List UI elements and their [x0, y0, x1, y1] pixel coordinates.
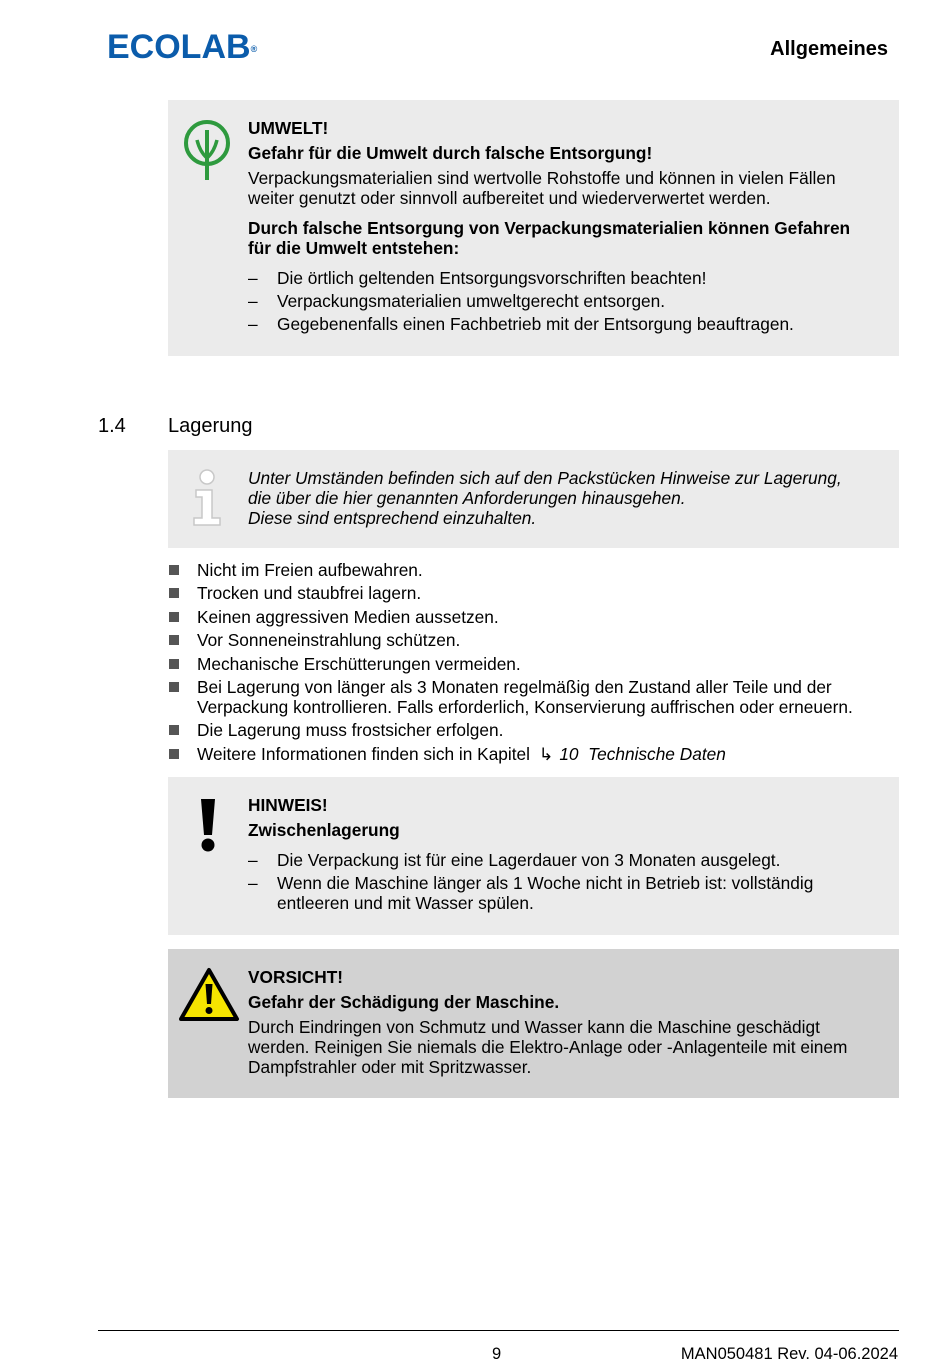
list-item-text: Gegebenenfalls einen Fachbetrieb mit der Entsorgung beauftragen. [277, 314, 794, 334]
document-reference: MAN050481 Rev. 04-06.2024 [680, 1345, 898, 1363]
list-item [168, 720, 908, 740]
section-number: 1.4 [98, 415, 126, 437]
list-item-text: Bei Lagerung von länger als 3 Monaten regelmäßig den Zustand aller Teile und der [197, 676, 832, 697]
list-item-text: Vor Sonneneinstrahlung schützen. [197, 630, 461, 651]
dash-marker: – [248, 291, 258, 311]
section-title: Lagerung [168, 415, 253, 437]
environment-notice [168, 100, 899, 356]
dash-marker: – [248, 268, 258, 288]
info-text-line: Diese sind entsprechend einzuhalten. [248, 508, 537, 528]
list-item [248, 291, 885, 311]
info-text-line: Unter Umständen befinden sich auf den Packstücken Hinweise zur Lagerung, [248, 468, 842, 488]
info-notice [168, 450, 899, 548]
list-item [168, 744, 908, 764]
square-bullet [169, 612, 179, 622]
list-item-text: Verpackungsmaterialien umweltgerecht entsorgen. [277, 291, 666, 311]
list-item-text: Die Lagerung muss frostsicher erfolgen. [197, 720, 504, 741]
dash-marker: – [248, 850, 258, 870]
list-item-text: Nicht im Freien aufbewahren. [197, 560, 423, 580]
warning-triangle-icon [178, 967, 240, 1023]
square-bullet [169, 635, 179, 645]
page-number: 9 [492, 1345, 502, 1363]
footer-divider [98, 1330, 899, 1331]
environment-text-line: Verpackungsmaterialien sind wertvolle Rohstoffe und können in vielen Fällen [248, 168, 836, 188]
list-item-text: Keinen aggressiven Medien aussetzen. [197, 606, 499, 627]
header-title: Allgemeines [770, 38, 888, 60]
square-bullet [169, 725, 179, 735]
square-bullet [169, 682, 179, 692]
list-item [248, 314, 885, 334]
tree-icon [182, 118, 232, 182]
environment-hazard-line: Durch falsche Entsorgung von Verpackungsmaterialien können Gefahren [248, 218, 851, 238]
caution-text-line: Dampfstrahler oder mit Spritzwasser. [248, 1057, 532, 1077]
dash-marker: – [248, 314, 258, 334]
environment-label: UMWELT! [248, 118, 329, 138]
list-item-text: Trocken und staubfrei lagern. [197, 583, 422, 604]
caution-text-line: werden. Reinigen Sie niemals die Elektro-Anlage oder -Anlagenteile mit einem [248, 1037, 848, 1057]
caution-box [168, 949, 899, 1098]
info-icon [190, 468, 224, 528]
list-item [168, 560, 908, 580]
environment-text-line: weiter genutzt oder sinnvoll aufbereitet und wiederverwertet werden. [248, 188, 771, 208]
square-bullet [169, 659, 179, 669]
list-item-text: entleeren und mit Wasser spülen. [277, 893, 534, 913]
chapter-reference-link[interactable]: 10 Technische Daten [559, 743, 726, 764]
info-text-line: die über die hier genannten Anforderungen hinausgehen. [248, 488, 686, 508]
square-bullet [169, 588, 179, 598]
caution-text-line: Durch Eindringen von Schmutz und Wasser kann die Maschine geschädigt [248, 1017, 820, 1037]
list-item [168, 583, 908, 603]
list-item [168, 677, 908, 717]
caution-heading: Gefahr der Schädigung der Maschine. [248, 992, 560, 1012]
environment-hazard-line: für die Umwelt entstehen: [248, 238, 460, 258]
list-item-text: Wenn die Maschine länger als 1 Woche nicht in Betrieb ist: vollständig [277, 873, 814, 893]
notice-list [248, 850, 885, 913]
list-item-text: Mechanische Erschütterungen vermeiden. [197, 653, 521, 674]
list-item [248, 873, 885, 913]
logo-text: ECOLAB [107, 28, 251, 66]
list-item-text: Weitere Informationen finden sich in Kapitel [197, 743, 531, 764]
cross-reference-arrow-icon: ↳ [538, 743, 554, 764]
notice-heading: Zwischenlagerung [248, 820, 400, 840]
notice-label: HINWEIS! [248, 795, 328, 815]
square-bullet [169, 749, 179, 759]
storage-requirements-list [168, 560, 908, 767]
ecolab-logo [107, 30, 257, 64]
dash-marker: – [248, 873, 258, 893]
list-item [248, 268, 885, 288]
list-item [168, 630, 908, 650]
list-item [168, 607, 908, 627]
list-item-text: Die örtlich geltenden Entsorgungsvorschriften beachten! [277, 268, 707, 288]
logo-registered-mark: ® [250, 44, 258, 54]
environment-heading: Gefahr für die Umwelt durch falsche Entsorgung! [248, 143, 653, 163]
exclamation-icon [198, 797, 218, 853]
list-item-text: Verpackung kontrollieren. Falls erforderlich, Konservierung auffrischen oder erneuern. [197, 696, 853, 717]
notice-box [168, 777, 899, 935]
caution-label: VORSICHT! [248, 967, 344, 987]
environment-measures-list [248, 268, 885, 334]
square-bullet [169, 565, 179, 575]
list-item-text: Die Verpackung ist für eine Lagerdauer von 3 Monaten ausgelegt. [277, 850, 781, 870]
list-item [168, 654, 908, 674]
list-item [248, 850, 885, 870]
